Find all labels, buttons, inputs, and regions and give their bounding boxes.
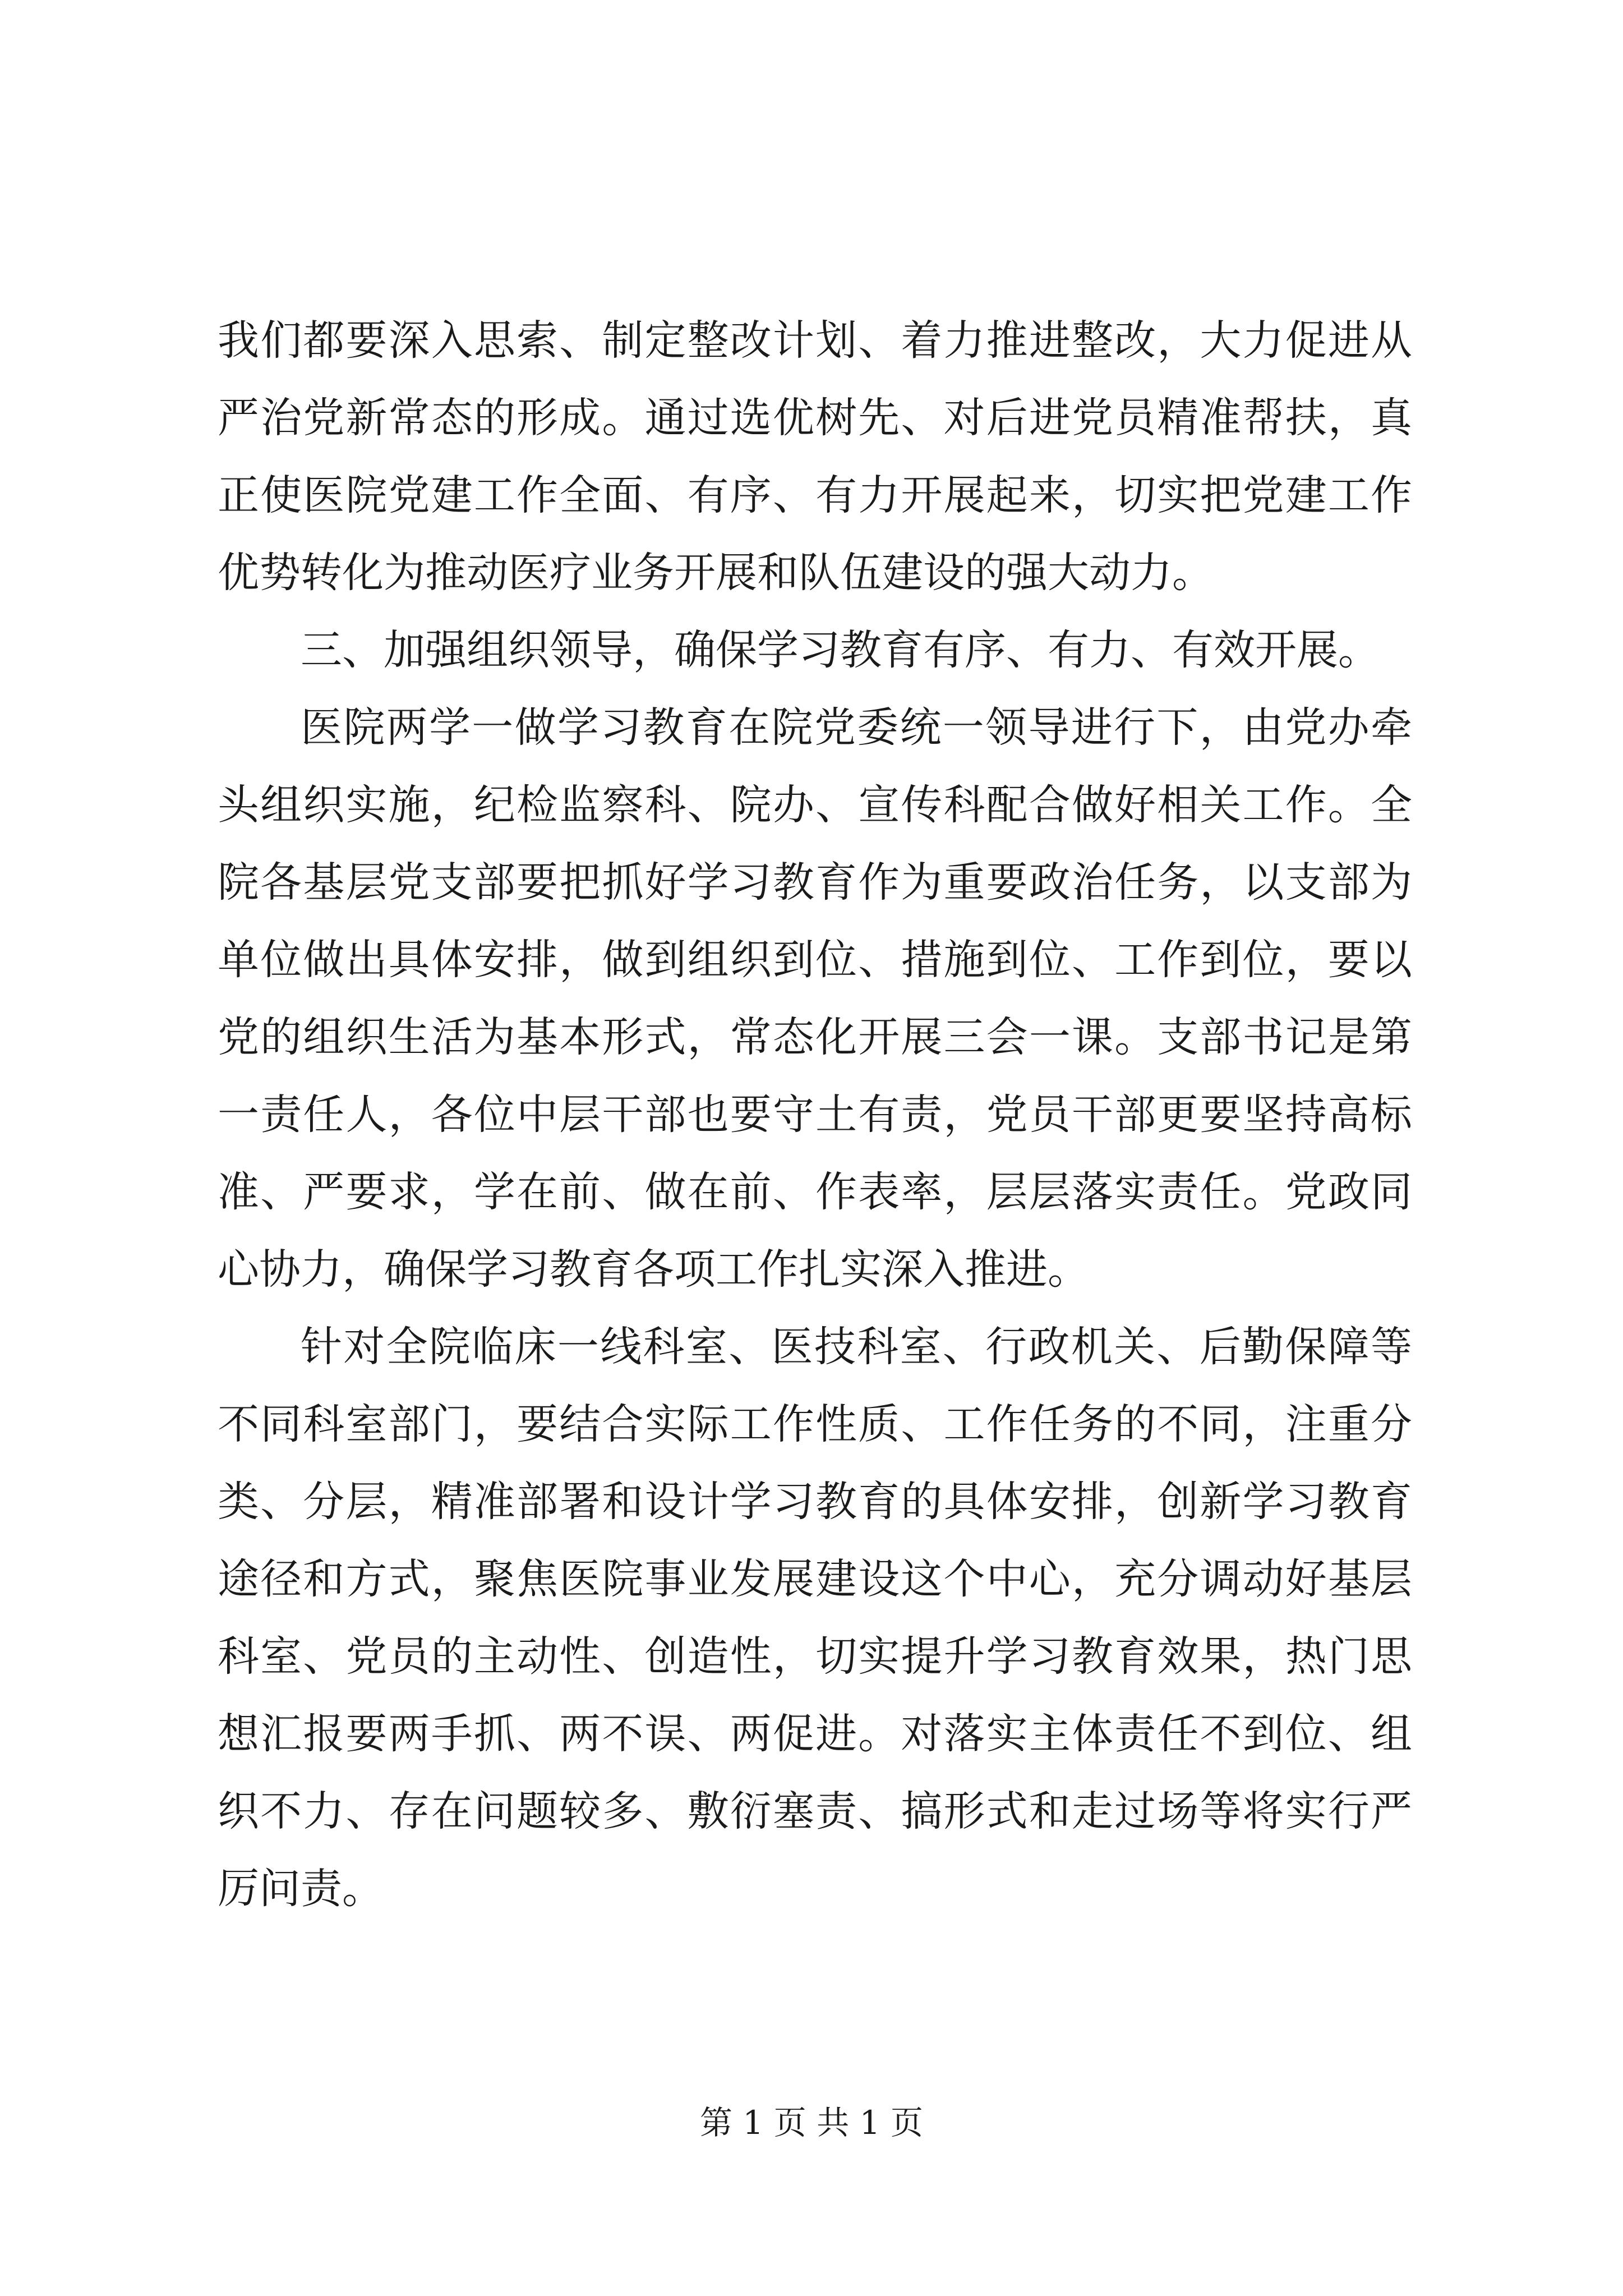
section-heading-3: 三、加强组织领导，确保学习教育有序、有力、有效开展。 xyxy=(301,626,1380,674)
document-body xyxy=(218,302,1412,1927)
page-footer: 第 1 页 共 1 页 xyxy=(700,2104,923,2142)
paragraph-departments: 针对全院临床一线科室、医技科室、行政机关、后勤保障等不同科室部门，要结合实际工作性质、工作任务的不同，注重分类、分层，精准部署和设计学习教育的具体安排，创新学习教育途径和方式，聚焦医院事业发展建设这个中心，充分调动好基层科室、党员的主动性、创造性，切实提升学习教育效果，热门思想汇报要两手抓、两不误、两促进。对落实主体责任不到位、组织不力、存在问题较多、敷衍塞责、搞形式和走过场等将实行严厉问责。 xyxy=(218,1323,1412,1913)
paragraph-continuation: 我们都要深入思索、制定整改计划、着力推进整改，大力促进从严治党新常态的形成。通过选优树先、对后进党员精准帮扶，真正使医院党建工作全面、有序、有力开展起来，切实把党建工作优势转化为推动医疗业务开展和队伍建设的强大动力。 xyxy=(218,316,1412,597)
paragraph-organization: 医院两学一做学习教育在院党委统一领导进行下，由党办牵头组织实施，纪检监察科、院办、宣传科配合做好相关工作。全院各基层党支部要把抓好学习教育作为重要政治任务，以支部为单位做出具体安排，做到组织到位、措施到位、工作到位，要以党的组织生活为基本形式，常态化开展三会一课。支部书记是第一责任人，各位中层干部也要守土有责，党员干部更要坚持高标准、严要求，学在前、做在前、作表率，层层落实责任。党政同心协力，确保学习教育各项工作扎实深入推进。 xyxy=(218,703,1412,1294)
